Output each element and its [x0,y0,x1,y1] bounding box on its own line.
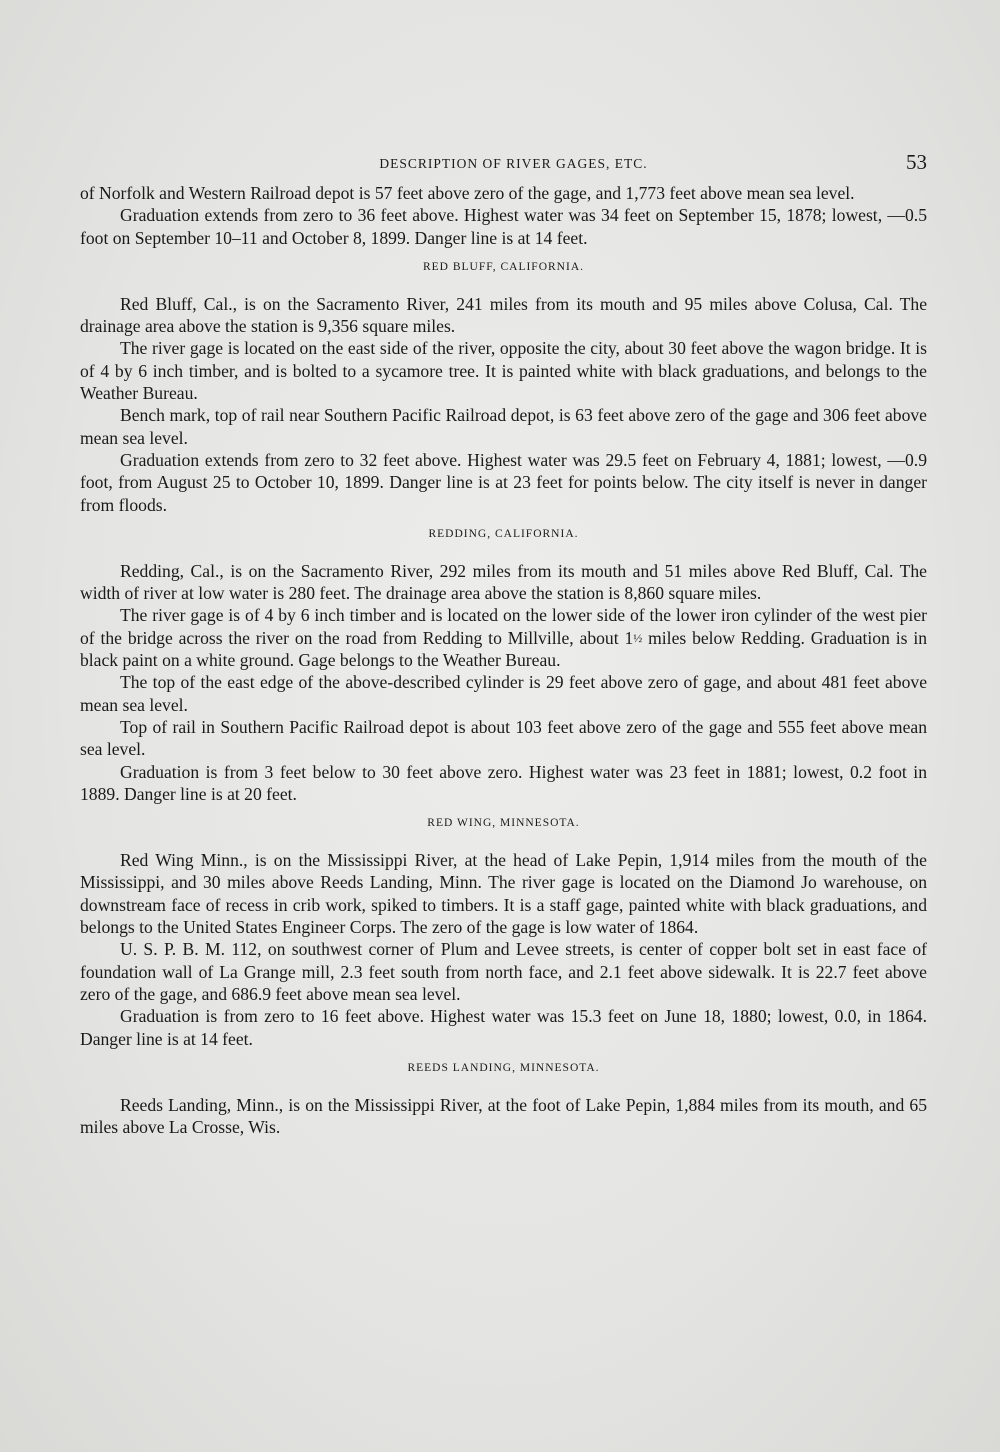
red-wing-paragraph-3: Graduation is from zero to 16 feet above. Highest water was 15.3 feet on June 18, 1880; lowest, 0.0, in 1864. Danger line is at 14 feet. [80,1006,927,1049]
redding-paragraph-2 [80,604,927,671]
section-heading-reeds-landing: REEDS LANDING, MINNESOTA. [407,1061,600,1074]
red-bluff-paragraph-1: Red Bluff, Cal., is on the Sacramento River, 241 miles from its mouth and 95 miles above Colusa, Cal. The drainage area above the station is 9,356 square miles. [80,293,927,337]
page-number: 53 [906,150,927,174]
fraction-one-half: ½ [633,630,643,645]
red-bluff-paragraph-4: Graduation extends from zero to 32 feet above. Highest water was 29.5 feet on February 4, 1881; lowest, —0.9 foot, from August 25 to October 10, 1899. Danger line is at 23 feet for points below. The city itself is never in danger from floods. [80,449,927,515]
redding-paragraph-2-part-b: miles below Redding. Graduation is in black paint on a white ground. Gage belongs to the Weather Bureau. [80,627,928,671]
page-content [80,150,927,1138]
redding-paragraph-2-part-a: The river gage is of 4 by 6 inch timber and is located on the lower side of the lower iron cylinder of the west pier of the bridge across the river on the road from Redding to Millville, about 1 [80,605,927,648]
intro-paragraph-1: of Norfolk and Western Railroad depot is 57 feet above zero of the gage, and 1,773 feet above mean sea level. [80,183,855,203]
running-title: DESCRIPTION OF RIVER GAGES, ETC. [379,156,648,171]
red-bluff-paragraph-2: The river gage is located on the east side of the river, opposite the city, about 30 feet above the wagon bridge. It is of 4 by 6 inch timber, and is bolted to a sycamore tree. It is painted white with black graduations, and belongs to the Weather Bureau. [80,338,927,404]
section-heading-red-wing: RED WING, MINNESOTA. [427,817,580,830]
red-bluff-paragraph-3: Bench mark, top of rail near Southern Pacific Railroad depot, is 63 feet above zero of the gage and 306 feet above mean sea level. [80,405,927,448]
section-heading-red-bluff: RED BLUFF, CALIFORNIA. [422,260,584,273]
intro-paragraph-2: Graduation extends from zero to 36 feet above. Highest water was 34 feet on September 15, 1878; lowest, —0.5 foot on September 10–11 and October 8, 1899. Danger line is at 14 feet. [80,205,927,248]
running-header [80,150,927,182]
section-heading-redding: REDDING, CALIFORNIA. [428,527,579,540]
redding-paragraph-3: The top of the east edge of the above-described cylinder is 29 feet above zero of gage, and about 481 feet above mean sea level. [80,672,927,715]
redding-paragraph-5: Graduation is from 3 feet below to 30 feet above zero. Highest water was 23 feet in 1881; lowest, 0.2 foot in 1889. Danger line is at 20 feet. [80,761,927,804]
red-wing-paragraph-1: Red Wing Minn., is on the Mississippi River, at the head of Lake Pepin, 1,914 miles from the mouth of the Mississippi, and 30 miles above Reeds Landing, Minn. The river gage is located on the Diamond Jo warehouse, on downstream face of recess in crib work, spiked to timbers. It is a staff gage, painted white with black graduations, and belongs to the United States Engineer Corps. The zero of the gage is low water of 1864. [80,850,927,938]
redding-paragraph-4: Top of rail in Southern Pacific Railroad depot is about 103 feet above zero of the gage and 555 feet above mean sea level. [80,716,927,760]
red-wing-paragraph-2: U. S. P. B. M. 112, on southwest corner of Plum and Levee streets, is center of copper bolt set in east face of foundation wall of La Grange mill, 2.3 feet south from north face, and 2.1 feet above sidewalk. It is 22.7 feet above zero of the gage, and 686.9 feet above mean sea level. [80,939,927,1004]
redding-paragraph-1: Redding, Cal., is on the Sacramento River, 292 miles from its mouth and 51 miles above Red Bluff, Cal. The width of river at low water is 280 feet. The drainage area above the station is 8,860 square miles. [80,560,927,604]
reeds-landing-paragraph-1: Reeds Landing, Minn., is on the Mississippi River, at the foot of Lake Pepin, 1,884 miles from its mouth, and 65 miles above La Crosse, Wis. [80,1094,927,1138]
